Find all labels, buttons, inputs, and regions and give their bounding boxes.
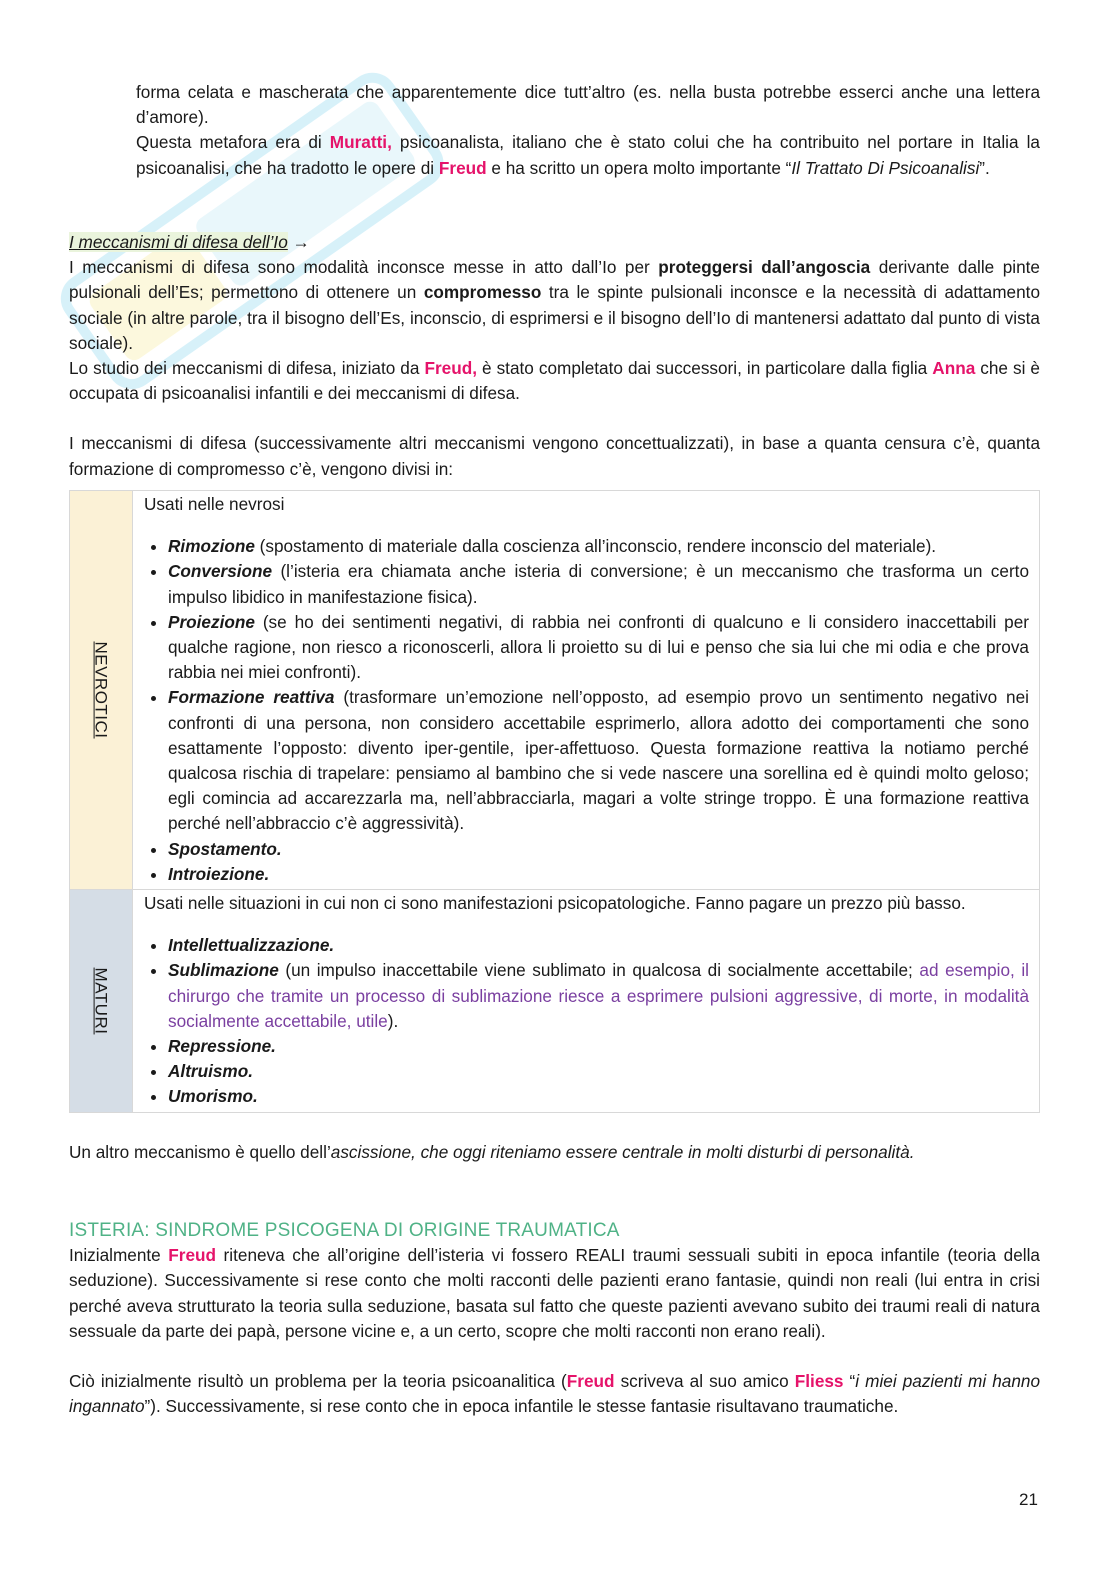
maturi-content-cell [133,890,1040,1113]
isteria-paragraph-2: Ciò inizialmente risultò un problema per la teoria psicoanalitica (Freud scriveva al suo amico Fliess “i miei pazienti mi hanno ingannato”). Successivamente, si rese conto che in epoca infantile le stesse fantasie risultavano traumatiche. [69,1371,1040,1417]
list-item: • Repressione. [168,1034,1029,1059]
list-item: • Formazione reattiva (trasformare un’emozione nell’opposto, ad esempio provo un sentimento negativo nei confronti di una persona, non considero accettabile esprimerlo, allora adotto dei comportamenti che sono esattamente l’opposto: divento iper-gentile, iper-affettuoso. Questa formazione reattiva la notiamo perché qualcosa rischia di trapelare: pensiamo al bambino che si vede nascere una sorellina ed è quindi molto geloso; egli comincia ad accarezzarla ma, nell’abbracciarla, magari a volte stringe troppo. È una formazione reattiva perché nell’abbraccio c’è aggressività). [168,685,1029,836]
defense-paragraph-2: Lo studio dei meccanismi di difesa, iniziato da Freud, è stato completato dai successori, in particolare dalla figlia Anna che si è occupata di psicoanalisi infantili e dei meccanismi di difesa. [69,358,1040,404]
nevrotici-label-cell [70,491,133,890]
intro-paragraph-2: Questa metafora era di Muratti, psicoanalista, italiano che è stato colui che ha contribuito nel portare in Italia la psicoanalisi, che ha tradotto le opere di Freud e ha scritto un opera molto importante “Il Trattato Di Psicoanalisi”. [136,132,1040,178]
intro-block [136,80,1040,181]
table-row-nevrotici [70,491,1040,890]
list-item: • Intellettualizzazione. [168,933,1029,958]
list-item: • Rimozione (spostamento di materiale dalla coscienza all’inconscio, rendere inconscio del materiale). [168,534,1029,559]
nevrotici-label: NEVROTICI [91,641,111,739]
name-anna: Anna [932,358,976,379]
name-freud: Freud [438,157,487,178]
intro-paragraph-1: forma celata e mascherata che apparentemente dice tutt’altro (es. nella busta potrebbe esserci anche una lettera d’amore). [136,82,1040,128]
isteria-heading: ISTERIA: SINDROME PSICOGENA DI ORIGINE TRAUMATICA [69,1220,620,1241]
maturi-lead: Usati nelle situazioni in cui non ci sono manifestazioni psicopatologiche. Fanno pagare un prezzo più basso. [144,893,966,913]
defense-section [69,230,1040,482]
list-item: • Conversione (l’isteria era chiamata anche isteria di conversione; è un meccanismo che trasforma un certo impulso libidico in manifestazione fisica). [168,559,1029,609]
sublimation-example: ad esempio, il chirurgo che tramite un processo di sublimazione riesce a esprimere pulsioni aggressive, di morte, in modalità socialmente accettabile, utile [168,960,1030,1031]
defense-mechanisms-table [69,490,1040,1113]
list-item: • Proiezione (se ho dei sentimenti negativi, di rabbia nei confronti di qualcuno e li considero inaccettabili per qualche ragione, non riesco a riconoscerli, allora li proietto su di lui e penso che sia lui che mi odia e che prova rabbia nei miei confronti). [168,610,1029,686]
table-row-maturi [70,890,1040,1113]
name-freud: Freud, [424,358,477,379]
list-item: • Spostamento. [168,837,1029,862]
list-item: • Sublimazione (un impulso inaccettabile viene sublimato in qualcosa di socialmente accettabile; ad esempio, il chirurgo che tramite un processo di sublimazione riesce a esprimere pulsioni aggressive, di morte, in modalità socialmente accettabile, utile). [168,958,1029,1034]
maturi-list [144,933,1029,1109]
nevrotici-content-cell [133,491,1040,890]
list-item: • Introiezione. [168,862,1029,887]
name-fliess: Fliess [794,1371,844,1392]
isteria-section [69,1218,1040,1419]
name-muratti: Muratti, [329,132,392,153]
defense-paragraph-1: I meccanismi di difesa sono modalità inconsce messe in atto dall’Io per proteggersi dall’angoscia derivante dalle pinte pulsionali dell’Es; permettono di ottenere un compromesso tra le spinte pulsionali inconsce e la necessità di adattamento sociale (in altre parole, tra il bisogno dell’Es, inconscio, di esprimersi e il bisogno dell’Io di mantenersi adattato dal punto di vista sociale). [69,257,1040,353]
maturi-label-cell [70,890,133,1113]
defense-heading: I meccanismi di difesa dell’Io → [69,232,310,252]
book-title: Il Trattato Di Psicoanalisi [791,157,980,178]
name-freud: Freud [566,1371,615,1392]
list-item: • Altruismo. [168,1059,1029,1084]
page-number: 21 [1019,1490,1038,1509]
nevrotici-list [144,534,1029,887]
maturi-label: MATURI [91,967,111,1035]
isteria-paragraph-1: Inizialmente Freud riteneva che all’origine dell’isteria vi fossero REALI traumi sessuali subiti in epoca infantile (teoria della seduzione). Successivamente si rese conto che molti racconti delle pazienti erano fantasie, quindi non reali (lui entra in crisi perché aveva strutturato la teoria sulla seduzione, basata sul fatto che queste pazienti avevano subito dei traumi reali di natura sessuale da parte dei papà, persone vicine e, a un certo, scopre che molti racconti non erano reali). [69,1245,1040,1341]
list-item: • Umorismo. [168,1084,1029,1109]
nevrotici-lead: Usati nelle nevrosi [144,494,285,514]
name-freud: Freud [168,1245,217,1266]
after-table-paragraph: Un altro meccanismo è quello dell’ascissione, che oggi riteniamo essere centrale in molti disturbi di personalità. [69,1142,915,1162]
arrow-right-icon: → [292,232,310,252]
defense-paragraph-3: I meccanismi di difesa (successivamente altri meccanismi vengono concettualizzati), in base a quanta censura c’è, quanta formazione di compromesso c’è, vengono divisi in: [69,433,1040,479]
